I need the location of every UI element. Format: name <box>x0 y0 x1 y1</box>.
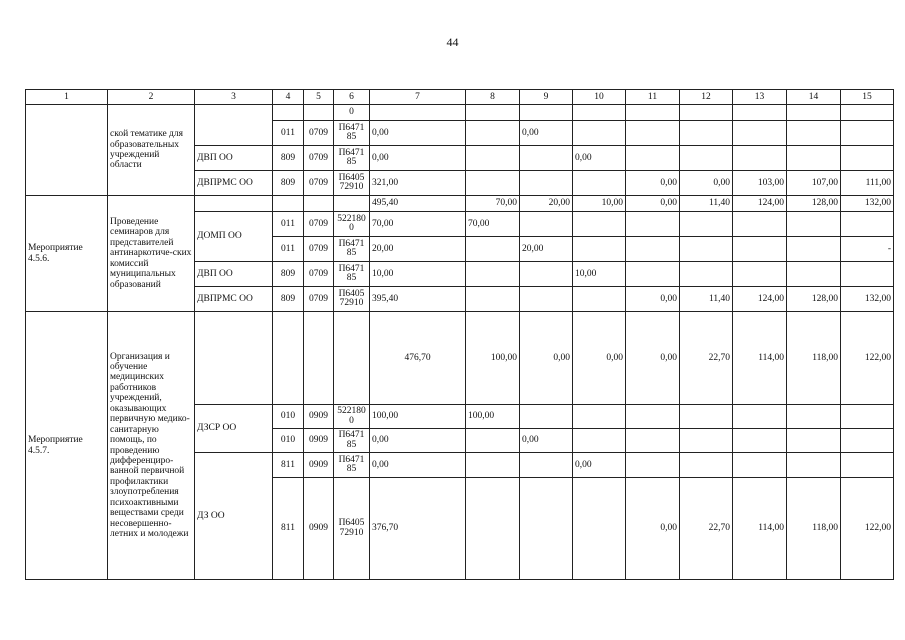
cell-col8 <box>466 105 520 121</box>
cell-col15: 111,00 <box>841 171 894 196</box>
cell-col9 <box>520 262 573 287</box>
column-header: 15 <box>841 90 894 105</box>
cell-col6: 0 <box>334 105 370 121</box>
cell-col15 <box>841 405 894 429</box>
cell-col9: 0,00 <box>520 312 573 405</box>
cell-col7: 0,00 <box>370 146 466 171</box>
cell-col14 <box>787 429 841 453</box>
department-cell: ДЗСР ОО <box>195 405 273 453</box>
cell-col6: П6471 85 <box>334 429 370 453</box>
cell-col8 <box>466 146 520 171</box>
column-header: 12 <box>680 90 733 105</box>
cell-col6: П6405 72910 <box>334 171 370 196</box>
cell-col9: 0,00 <box>520 121 573 146</box>
cell-col7: 0,00 <box>370 121 466 146</box>
cell-col13 <box>733 405 787 429</box>
cell-col9: 20,00 <box>520 196 573 212</box>
cell-col13: 114,00 <box>733 478 787 580</box>
column-header: 2 <box>108 90 195 105</box>
cell-col11: 0,00 <box>626 312 680 405</box>
cell-col5: 0709 <box>304 121 334 146</box>
cell-col6: П6471 85 <box>334 453 370 478</box>
cell-col4: 011 <box>273 121 304 146</box>
cell-col12: 22,70 <box>680 478 733 580</box>
cell-col11 <box>626 212 680 237</box>
cell-col7: 0,00 <box>370 453 466 478</box>
cell-col13: 103,00 <box>733 171 787 196</box>
cell-col14 <box>787 237 841 262</box>
cell-col11 <box>626 105 680 121</box>
page-number: 44 <box>446 35 459 49</box>
cell-col13 <box>733 429 787 453</box>
cell-col15 <box>841 105 894 121</box>
event-description: ской тематике для образовательных учреждений области <box>108 105 195 196</box>
cell-col4 <box>273 312 304 405</box>
cell-col8 <box>466 171 520 196</box>
cell-col6: 522180 0 <box>334 212 370 237</box>
cell-col14 <box>787 453 841 478</box>
cell-col4: 010 <box>273 405 304 429</box>
cell-col5: 0709 <box>304 287 334 312</box>
cell-col15: 122,00 <box>841 312 894 405</box>
cell-col8: 100,00 <box>466 405 520 429</box>
cell-col6: 522180 0 <box>334 405 370 429</box>
column-header: 1 <box>26 90 108 105</box>
cell-col6 <box>334 196 370 212</box>
event-label-cell <box>26 105 108 196</box>
cell-col11 <box>626 429 680 453</box>
cell-col10 <box>573 237 626 262</box>
cell-col12: 11,40 <box>680 287 733 312</box>
cell-col10: 0,00 <box>573 312 626 405</box>
cell-col4: 809 <box>273 262 304 287</box>
cell-col4: 809 <box>273 287 304 312</box>
cell-col13 <box>733 237 787 262</box>
department-cell <box>195 105 273 146</box>
cell-col7: 495,40 <box>370 196 466 212</box>
cell-col8: 100,00 <box>466 312 520 405</box>
department-cell: ДВПРМС ОО <box>195 287 273 312</box>
cell-col10 <box>573 121 626 146</box>
cell-col14 <box>787 121 841 146</box>
cell-col10 <box>573 171 626 196</box>
cell-col6: П6405 72910 <box>334 287 370 312</box>
cell-col5: 0909 <box>304 429 334 453</box>
cell-col10: 0,00 <box>573 453 626 478</box>
cell-col11 <box>626 453 680 478</box>
cell-col5: 0909 <box>304 453 334 478</box>
cell-col4: 010 <box>273 429 304 453</box>
cell-col13 <box>733 121 787 146</box>
cell-col14: 118,00 <box>787 312 841 405</box>
department-cell: ДВПРМС ОО <box>195 171 273 196</box>
cell-col11: 0,00 <box>626 171 680 196</box>
cell-col7: 20,00 <box>370 237 466 262</box>
cell-col5: 0709 <box>304 237 334 262</box>
column-header: 4 <box>273 90 304 105</box>
cell-col12 <box>680 237 733 262</box>
budget-table <box>25 89 894 580</box>
column-header: 10 <box>573 90 626 105</box>
cell-col15 <box>841 121 894 146</box>
cell-col12 <box>680 121 733 146</box>
cell-col15 <box>841 146 894 171</box>
cell-col9 <box>520 287 573 312</box>
column-header: 3 <box>195 90 273 105</box>
cell-col6: П6405 72910 <box>334 478 370 580</box>
cell-col12 <box>680 429 733 453</box>
cell-col14 <box>787 405 841 429</box>
cell-col4: 011 <box>273 237 304 262</box>
cell-col11 <box>626 262 680 287</box>
cell-col4 <box>273 105 304 121</box>
cell-col15 <box>841 429 894 453</box>
department-cell: ДОМП ОО <box>195 212 273 262</box>
cell-col13 <box>733 146 787 171</box>
column-header: 5 <box>304 90 334 105</box>
cell-col12 <box>680 453 733 478</box>
cell-col5: 0709 <box>304 146 334 171</box>
cell-col10 <box>573 405 626 429</box>
cell-col11 <box>626 146 680 171</box>
cell-col13 <box>733 262 787 287</box>
cell-col15: - <box>841 237 894 262</box>
cell-col7: 476,70 <box>370 312 466 405</box>
cell-col10: 10,00 <box>573 262 626 287</box>
column-header: 6 <box>334 90 370 105</box>
cell-col13 <box>733 453 787 478</box>
cell-col4: 809 <box>273 146 304 171</box>
cell-col10 <box>573 212 626 237</box>
cell-col11 <box>626 405 680 429</box>
cell-col12: 11,40 <box>680 196 733 212</box>
cell-col10 <box>573 287 626 312</box>
cell-col6: П6471 85 <box>334 121 370 146</box>
table-row <box>26 196 894 212</box>
cell-col11 <box>626 121 680 146</box>
department-cell: ДВП ОО <box>195 146 273 171</box>
cell-col12 <box>680 405 733 429</box>
cell-col14: 128,00 <box>787 287 841 312</box>
cell-col7: 100,00 <box>370 405 466 429</box>
cell-col14: 128,00 <box>787 196 841 212</box>
cell-col15: 132,00 <box>841 287 894 312</box>
cell-col7: 321,00 <box>370 171 466 196</box>
cell-col13 <box>733 212 787 237</box>
cell-col9: 20,00 <box>520 237 573 262</box>
cell-col14 <box>787 105 841 121</box>
cell-col9 <box>520 105 573 121</box>
cell-col5: 0709 <box>304 212 334 237</box>
cell-col5 <box>304 105 334 121</box>
cell-col6: П6471 85 <box>334 146 370 171</box>
cell-col15: 122,00 <box>841 478 894 580</box>
cell-col4: 811 <box>273 478 304 580</box>
cell-col8 <box>466 121 520 146</box>
cell-col15 <box>841 453 894 478</box>
cell-col14: 107,00 <box>787 171 841 196</box>
cell-col7: 395,40 <box>370 287 466 312</box>
event-label: Мероприятие 4.5.7. <box>26 312 108 580</box>
cell-col7: 376,70 <box>370 478 466 580</box>
cell-col14 <box>787 262 841 287</box>
cell-col10: 10,00 <box>573 196 626 212</box>
cell-col10 <box>573 105 626 121</box>
cell-col14: 118,00 <box>787 478 841 580</box>
cell-col11: 0,00 <box>626 478 680 580</box>
cell-col9 <box>520 212 573 237</box>
cell-col9: 0,00 <box>520 429 573 453</box>
cell-col9 <box>520 453 573 478</box>
cell-col5: 0909 <box>304 478 334 580</box>
cell-col8 <box>466 478 520 580</box>
cell-col6: П6471 85 <box>334 262 370 287</box>
cell-col5: 0709 <box>304 262 334 287</box>
cell-col9 <box>520 478 573 580</box>
cell-col11: 0,00 <box>626 287 680 312</box>
column-header: 14 <box>787 90 841 105</box>
cell-col15 <box>841 262 894 287</box>
cell-col8 <box>466 453 520 478</box>
cell-col13: 114,00 <box>733 312 787 405</box>
cell-col6 <box>334 312 370 405</box>
event-description: Организация и обучение медицинских работников учреждений, оказывающих первичную медико-санитарную помощь, по проведению дифференциро-ванной первичной профилактики злоупотребления психоактивными веществами среди несовершенно-летних и молодежи <box>108 312 195 580</box>
event-description: Проведение семинаров для представителей антинаркотиче-ских комиссий муниципальных образований <box>108 196 195 312</box>
cell-col8 <box>466 287 520 312</box>
cell-col11: 0,00 <box>626 196 680 212</box>
cell-col8 <box>466 262 520 287</box>
cell-col4: 811 <box>273 453 304 478</box>
cell-col14 <box>787 212 841 237</box>
event-label: Мероприятие 4.5.6. <box>26 196 108 312</box>
cell-col7: 10,00 <box>370 262 466 287</box>
cell-col4: 011 <box>273 212 304 237</box>
cell-col4 <box>273 196 304 212</box>
cell-col8: 70,00 <box>466 196 520 212</box>
cell-col10 <box>573 429 626 453</box>
cell-col13 <box>733 105 787 121</box>
cell-col5 <box>304 312 334 405</box>
cell-col15 <box>841 212 894 237</box>
cell-col9 <box>520 171 573 196</box>
cell-col5: 0709 <box>304 171 334 196</box>
cell-col9 <box>520 146 573 171</box>
department-cell <box>195 196 273 212</box>
cell-col7 <box>370 105 466 121</box>
cell-col12: 0,00 <box>680 171 733 196</box>
cell-col12 <box>680 262 733 287</box>
cell-col7: 70,00 <box>370 212 466 237</box>
column-header: 11 <box>626 90 680 105</box>
department-cell <box>195 312 273 405</box>
cell-col6: П6471 85 <box>334 237 370 262</box>
cell-col9 <box>520 405 573 429</box>
cell-col12 <box>680 212 733 237</box>
cell-col14 <box>787 146 841 171</box>
cell-col11 <box>626 237 680 262</box>
cell-col8: 70,00 <box>466 212 520 237</box>
cell-col10 <box>573 478 626 580</box>
header-row <box>26 90 894 105</box>
cell-col7: 0,00 <box>370 429 466 453</box>
table-row <box>26 312 894 405</box>
cell-col5 <box>304 196 334 212</box>
cell-col12: 22,70 <box>680 312 733 405</box>
column-header: 8 <box>466 90 520 105</box>
cell-col10: 0,00 <box>573 146 626 171</box>
cell-col5: 0909 <box>304 405 334 429</box>
cell-col12 <box>680 146 733 171</box>
column-header: 7 <box>370 90 466 105</box>
cell-col13: 124,00 <box>733 196 787 212</box>
cell-col13: 124,00 <box>733 287 787 312</box>
cell-col15: 132,00 <box>841 196 894 212</box>
cell-col4: 809 <box>273 171 304 196</box>
department-cell: ДЗ ОО <box>195 453 273 580</box>
column-header: 13 <box>733 90 787 105</box>
department-cell: ДВП ОО <box>195 262 273 287</box>
cell-col8 <box>466 429 520 453</box>
column-header: 9 <box>520 90 573 105</box>
cell-col8 <box>466 237 520 262</box>
cell-col12 <box>680 105 733 121</box>
table-row <box>26 105 894 121</box>
